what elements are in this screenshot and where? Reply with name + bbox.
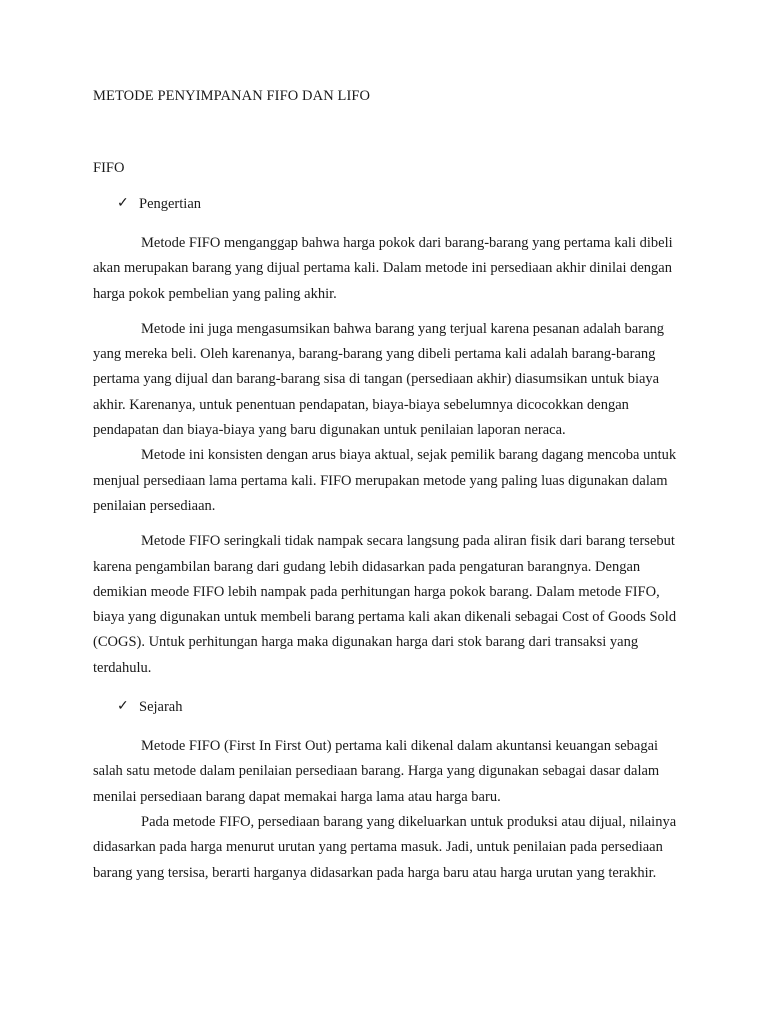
subheading-pengertian bbox=[93, 194, 683, 214]
document-page bbox=[93, 86, 683, 886]
paragraph: Metode ini juga mengasumsikan bahwa barang yang terjual karena pesanan adalah barang yang mereka beli. Oleh karenanya, barang-barang yang dibeli pertama kali adalah barang-barang pertama yang dijual dan barang-barang sisa di tangan (persediaan akhir) diasumsikan untuk biaya akhir. Karenanya, untuk penentuan pendapatan, biaya-biaya sebelumnya dicocokkan dengan pendapatan dan biaya-biaya yang baru digunakan untuk penilaian laporan neraca. bbox=[93, 320, 665, 439]
checkmark-icon: ✓ bbox=[117, 196, 129, 211]
subheading-label: Pengertian bbox=[139, 196, 202, 212]
section-heading-fifo: FIFO bbox=[93, 160, 125, 176]
paragraph: Metode FIFO (First In First Out) pertama kali dikenal dalam akuntansi keuangan sebagai salah satu metode dalam penilaian persediaan barang. Harga yang digunakan sebagai dasar dalam menilai persediaan barang dapat memakai harga lama atau harga baru. bbox=[93, 738, 660, 805]
paragraph: Metode FIFO seringkali tidak nampak secara langsung pada aliran fisik dari barang tersebut karena pengambilan barang dari gudang lebih didasarkan pada pengaturan barangnya. Dengan demikian meode FIFO lebih nampak pada perhitungan harga pokok barang. Dalam metode FIFO, biaya yang digunakan untuk membeli barang pertama kali akan dikenali sebagai Cost of Goods Sold (COGS). Untuk perhitungan harga maka digunakan harga dari stok barang dari transaksi yang terdahulu. bbox=[93, 533, 677, 676]
paragraph: Pada metode FIFO, persediaan barang yang dikeluarkan untuk produksi atau dijual, nilainya didasarkan pada harga menurut urutan yang pertama masuk. Jadi, untuk penilaian pada persediaan barang yang tersisa, berarti harganya didasarkan pada harga baru atau harga urutan yang terakhir. bbox=[93, 813, 677, 881]
paragraph: Metode FIFO menganggap bahwa harga pokok dari barang-barang yang pertama kali dibeli akan merupakan barang yang dijual pertama kali. Dalam metode ini persediaan akhir dinilai dengan harga pokok pembelian yang paling akhir. bbox=[93, 235, 673, 302]
document-title: METODE PENYIMPANAN FIFO DAN LIFO bbox=[93, 88, 371, 104]
subheading-sejarah bbox=[93, 697, 683, 717]
subheading-label: Sejarah bbox=[139, 699, 183, 716]
checkmark-icon: ✓ bbox=[117, 699, 129, 715]
paragraph: Metode ini konsisten dengan arus biaya aktual, sejak pemilik barang dagang mencoba untuk menjual persediaan lama pertama kali. FIFO merupakan metode yang paling luas digunakan dalam penilaian persediaan. bbox=[93, 447, 677, 514]
